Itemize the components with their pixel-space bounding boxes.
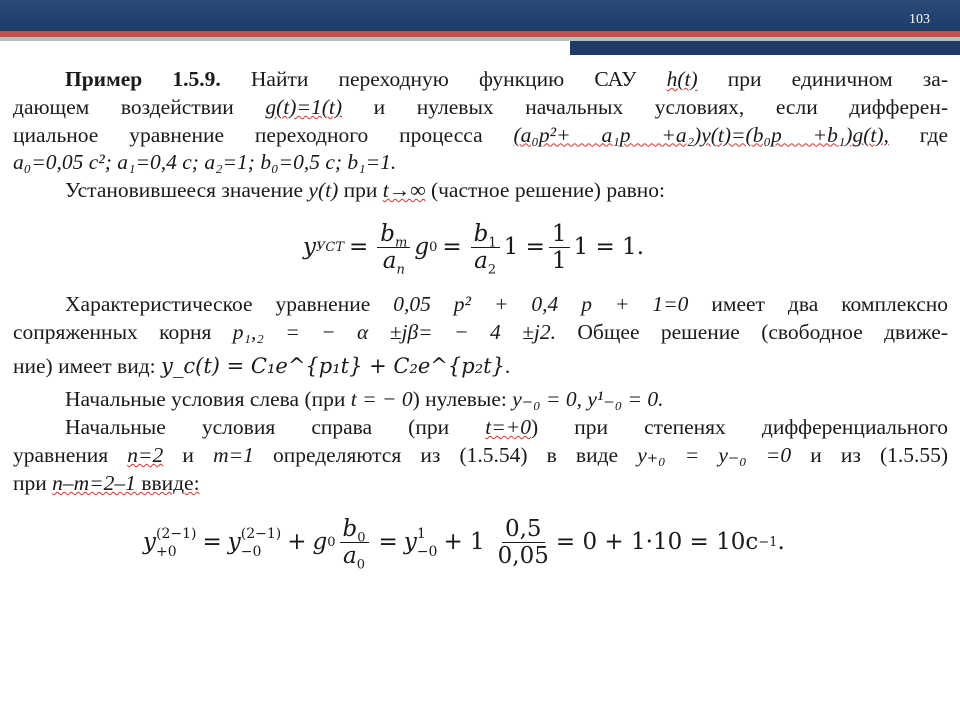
paragraph-5-line-1 (13, 414, 948, 442)
math-roots: p₁,₂ = − α ±jβ= − 4 ±j2. (232, 319, 556, 344)
text: Найти переходную функцию САУ (220, 67, 667, 91)
fraction-bm-an (377, 221, 410, 279)
math-text: 1 = (503, 234, 545, 261)
math-t-infinity: t→∞ (382, 178, 426, 203)
math-sub: m (395, 236, 408, 252)
text: определяются из (1.5.54) в виде (253, 442, 638, 467)
math-sup: (2−1) (240, 525, 282, 542)
text: и нулевых начальных условиях, если дифферен- (342, 94, 948, 119)
math-m: m=1 (213, 442, 254, 467)
text: при единичном за- (697, 67, 948, 91)
text: Общее решение (свободное движе- (556, 319, 948, 344)
math-diff-equation: (a₀p²+ a₁p +a₂)y(t)=(b₀p +b₁)g(t), (513, 122, 889, 147)
math-y: y (227, 528, 241, 555)
math-t-plus-0: t=+0 (485, 415, 531, 440)
math-plus: + (287, 528, 307, 555)
example-heading: Пример 1.5.9. (65, 67, 221, 91)
math-y: y (143, 528, 156, 555)
paragraph-2 (13, 177, 948, 205)
text: сопряженных корня (13, 319, 233, 344)
paragraph-3-line-1 (13, 291, 948, 319)
math-num: 1 (549, 221, 570, 248)
math-g: g (312, 528, 328, 555)
math-eq: = (202, 528, 222, 555)
paragraph-3-line-3 (13, 353, 948, 381)
text: при (13, 470, 53, 495)
math-b: b (473, 221, 489, 248)
math-b: b (342, 516, 358, 543)
math-eq: = (349, 234, 369, 261)
fraction-1-1 (549, 221, 570, 274)
math-y: y (303, 234, 316, 261)
math-sub: 0 (357, 530, 366, 546)
text: Характеристическое уравнение (65, 291, 394, 316)
paragraph-3-line-2 (13, 319, 948, 347)
slide-number: 103 (909, 12, 930, 27)
math-sub: n (396, 263, 405, 279)
text: Установившееся значение (65, 178, 309, 203)
math-sup: (2−1) (156, 525, 197, 542)
math-result: = 0 + 1·10 = 10c (555, 528, 759, 555)
math-text: 1 = 1. (573, 234, 645, 261)
math-yt: y(t) (308, 178, 339, 203)
text: Начальные условия слева (при (65, 387, 351, 412)
paragraph-4 (13, 386, 948, 414)
math-sub: 0 (356, 557, 366, 573)
math-coefficients: a₀=0,05 c²; a₁=0,4 c; a₂=1; b₀=0,5 c; b₁=1. (13, 150, 397, 175)
math-a: a (382, 248, 397, 275)
paragraph-5-line-2 (13, 442, 948, 470)
paragraph-1-line-1 (13, 66, 948, 94)
math-n-minus-m: n–m=2–1 (52, 470, 136, 495)
text: и из (1.5.55) (791, 442, 949, 467)
math-left-conditions: y₋₀ = 0, y¹₋₀ = 0. (512, 387, 664, 412)
formula-steady-state: y УСТ = $\frac{b_m}{a_n}$ g 0 = $\frac{b_1}{a_2}$ 1 = $\frac{1}{1}$ 1 = 1. (303, 221, 645, 279)
math-period: . (777, 528, 785, 555)
header-bar (0, 0, 960, 31)
math-char-equation: 0,05 p² + 0,4 p + 1=0 (393, 291, 689, 316)
text: ние) имеет вид: (13, 353, 162, 378)
math-a: a (474, 248, 488, 275)
text: уравнения (13, 442, 128, 467)
header-stripe-blue (570, 41, 960, 55)
math-plus-one: + 1 (443, 528, 485, 555)
text: ввиде: (135, 470, 200, 495)
math-sub: −0 (416, 543, 438, 560)
math-sub: 2 (487, 263, 497, 279)
text: дающем воздействии (13, 94, 266, 119)
math-eq: = (378, 528, 398, 555)
text: . (504, 353, 511, 378)
fraction-b1-a2 (471, 221, 500, 279)
math-den: 1 (551, 248, 567, 275)
math-gt: g(t)=1(t) (265, 94, 342, 119)
math-den: 0,05 (497, 543, 549, 570)
text: Начальные условия справа (при (65, 415, 486, 440)
formula-initial-derivative: y (2−1) +0 = y (2−1) −0 + g 0 $\frac{b_0}{a_0}$ = y 1 −0 + 1 $\frac{0,5}{0,05}$ = 0 + 1·10 = 10c −1 . (143, 516, 785, 573)
paragraph-1-line-3 (13, 122, 948, 150)
slide-content (13, 66, 948, 588)
math-y: y (403, 528, 417, 555)
paragraph-1-line-2 (13, 94, 948, 122)
math-general-solution: y_c(t) = C₁e^{p₁t} + C₂e^{p₂t} (161, 353, 505, 378)
math-sup: 1 (416, 525, 426, 542)
math-sub: −0 (240, 543, 262, 560)
math-t-minus-0: t = − 0 (350, 387, 413, 412)
math-sub: 1 (488, 236, 497, 252)
text: где (888, 122, 949, 147)
math-num: 0,5 (502, 516, 545, 543)
fraction-b0-a0 (340, 516, 369, 573)
math-n: n=2 (127, 442, 164, 467)
text: (частное решение) равно: (425, 178, 665, 203)
fraction-05-005 (495, 516, 552, 569)
text: циальное уравнение переходного процесса (13, 122, 514, 147)
math-ht: h(t) (666, 67, 698, 91)
text: ) при степенях дифференциального (530, 415, 949, 440)
math-g: g (414, 234, 430, 261)
text: и (163, 442, 214, 467)
math-right-conditions: y₊₀ = y₋₀ =0 (637, 442, 792, 467)
math-b: b (380, 221, 396, 248)
paragraph-5-line-3 (13, 470, 948, 498)
paragraph-1-line-4 (13, 149, 948, 177)
math-sub: +0 (156, 543, 177, 560)
math-a: a (343, 543, 357, 570)
text: имеет два комплексно (688, 291, 948, 316)
text: при (338, 178, 383, 203)
text: ) нулевые: (412, 387, 513, 412)
